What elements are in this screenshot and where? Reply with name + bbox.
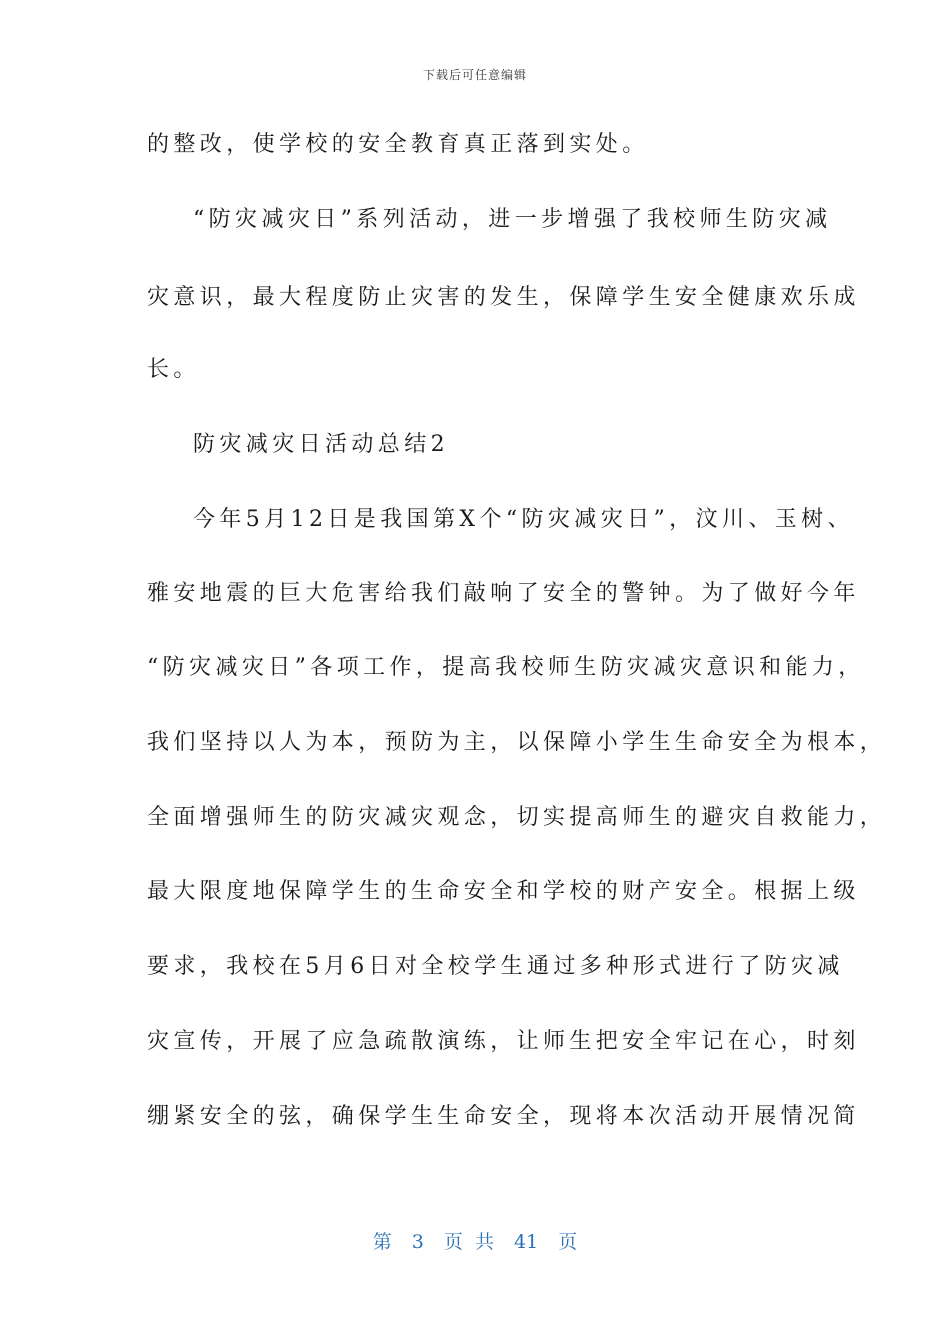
paragraph-line: 要求，我校在5月6日对全校学生通过多种形式进行了防灾减 [147,954,844,979]
paragraph-line: 长。 [147,357,200,382]
paragraph-line: 我们坚持以人为本，预防为主，以保障小学生生命安全为根本， [147,730,887,755]
page-counter-middle: 页 共 [443,1231,494,1253]
section-heading: 防灾减灾日活动总结2 [193,432,449,457]
current-page-number: 3 [411,1231,424,1253]
paragraph-line: “防灾减灾日”系列活动，进一步增强了我校师生防灾减 [193,207,832,232]
total-pages-number: 41 [514,1231,539,1253]
paragraph-line: 全面增强师生的防灾减灾观念，切实提高师生的避灾自救能力， [147,805,887,830]
header-note: 下载后可任意编辑 [422,68,527,82]
paragraph-line: “防灾减灾日”各项工作，提高我校师生防灾减灾意识和能力， [147,655,865,680]
paragraph-line: 雅安地震的巨大危害给我们敲响了安全的警钟。为了做好今年 [147,581,860,606]
page-counter-prefix: 第 [372,1231,392,1253]
paragraph-line: 最大限度地保障学生的生命安全和学校的财产安全。根据上级 [147,879,860,904]
paragraph-line: 今年5月12日是我国第X个“防灾减灾日”，汶川、玉树、 [193,507,854,532]
paragraph-line: 灾意识，最大程度防止灾害的发生，保障学生安全健康欢乐成 [147,285,860,310]
paragraph-line: 的整改，使学校的安全教育真正落到实处。 [147,132,649,157]
paragraph-line: 灾宣传，开展了应急疏散演练，让师生把安全牢记在心，时刻 [147,1029,860,1054]
page-counter-suffix: 页 [558,1231,578,1253]
paragraph-line: 绷紧安全的弦，确保学生生命安全，现将本次活动开展情况简 [147,1104,860,1129]
page-counter [0,1227,950,1254]
